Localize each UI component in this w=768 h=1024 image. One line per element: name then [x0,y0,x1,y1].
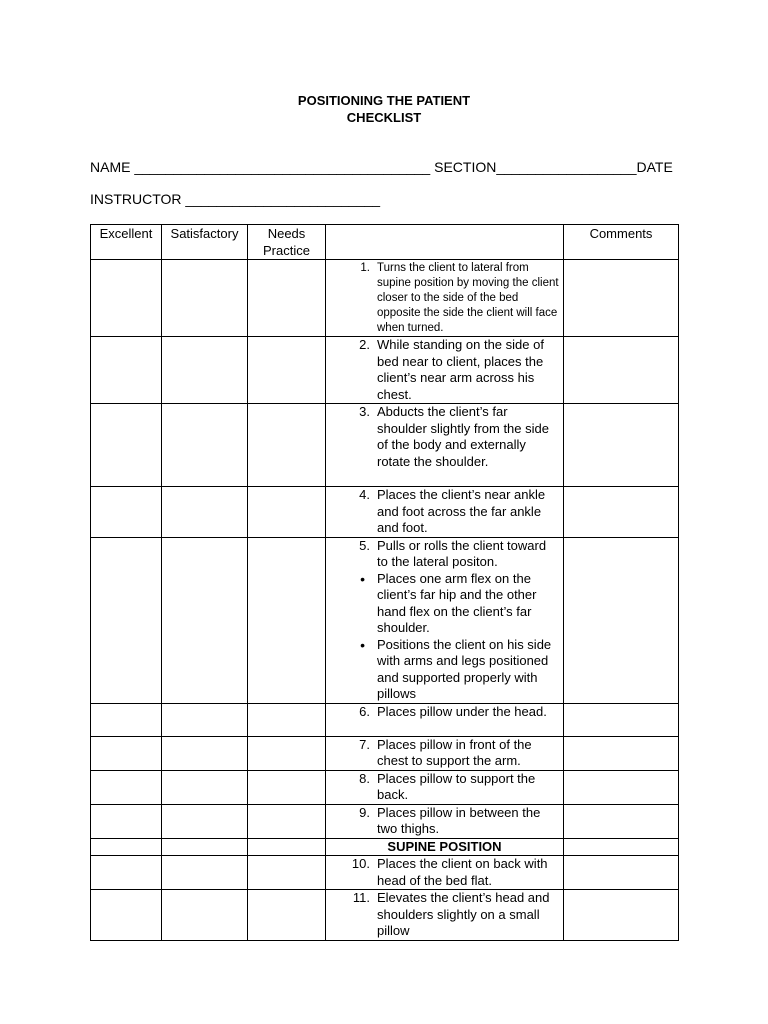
step-number: 1. [360,262,370,274]
page-title-line2: CHECKLIST [346,110,422,125]
needs-practice-cell[interactable] [248,804,326,838]
column-header-satisfactory: Satisfactory [162,225,248,260]
step-number: 3. [359,404,370,419]
comments-cell[interactable] [564,856,679,890]
step-text: Places the client on back with head of the bed flat. [377,856,548,888]
bullet-icon: • [360,636,365,653]
step-cell [326,804,564,838]
table-row [91,856,679,890]
column-header-step [326,225,564,260]
checklist-table [90,224,679,941]
needs-practice-cell[interactable] [248,736,326,770]
bullet-icon: • [360,570,365,587]
comments-cell[interactable] [564,404,679,487]
step-cell [326,890,564,941]
empty-cell [162,838,248,856]
satisfactory-cell[interactable] [162,404,248,487]
satisfactory-cell[interactable] [162,890,248,941]
column-header-needs-practice: Needs Practice [248,225,326,260]
table-row [91,770,679,804]
comments-cell[interactable] [564,260,679,337]
step-number: 4. [359,487,370,502]
satisfactory-cell[interactable] [162,736,248,770]
step-number: 10. [351,856,370,871]
step-number: 6. [359,703,370,719]
needs-practice-cell[interactable] [248,856,326,890]
step-text: Turns the client to lateral from supine position by moving the client closer to the side of the bed opposite the side the client will face when turned. [377,262,559,334]
satisfactory-cell[interactable] [162,260,248,337]
step-cell [326,487,564,538]
instructor-line: INSTRUCTOR _________________________ [90,191,381,207]
comments-cell[interactable] [564,890,679,941]
step-text: Abducts the client’s far shoulder slightly from the side of the body and externally rotate the shoulder. [377,404,549,469]
needs-practice-cell[interactable] [248,770,326,804]
table-row [91,404,679,487]
step-number: 5. [359,537,370,553]
needs-practice-cell[interactable] [248,404,326,487]
step-text: Elevates the client’s head and shoulders slightly on a small pillow [377,890,550,938]
table-header-row [91,225,679,260]
step-cell [326,537,564,703]
excellent-cell[interactable] [91,404,162,487]
step-text: Pulls or rolls the client toward to the lateral positon. [377,537,547,569]
name-section-date-line: NAME ______________________________________ SECTION__________________DATE [90,159,673,175]
satisfactory-cell[interactable] [162,770,248,804]
step-text: While standing on the side of bed near to client, places the client’s near arm across his chest. [377,337,544,402]
empty-cell [91,838,162,856]
step-cell [326,260,564,337]
satisfactory-cell[interactable] [162,487,248,538]
empty-cell [564,838,679,856]
step-number: 9. [359,804,370,820]
page-title-line1: POSITIONING THE PATIENT [297,93,471,108]
bullet-text: Places one arm flex on the client’s far hip and the other hand flex on the client’s far shoulder. [377,570,537,635]
table-row [91,703,679,736]
satisfactory-cell[interactable] [162,703,248,736]
needs-practice-cell[interactable] [248,537,326,703]
table-row [91,736,679,770]
excellent-cell[interactable] [91,487,162,538]
step-text: Places the client’s near ankle and foot across the far ankle and foot. [377,487,546,535]
column-header-excellent: Excellent [91,225,162,260]
needs-practice-cell[interactable] [248,337,326,404]
comments-cell[interactable] [564,337,679,404]
step-cell [326,404,564,487]
excellent-cell[interactable] [91,770,162,804]
step-text: Places pillow to support the back. [377,770,536,802]
column-header-comments: Comments [564,225,679,260]
step-text: Places pillow in front of the chest to support the arm. [377,736,532,768]
needs-practice-cell[interactable] [248,487,326,538]
table-row [91,890,679,941]
satisfactory-cell[interactable] [162,537,248,703]
needs-practice-cell[interactable] [248,703,326,736]
excellent-cell[interactable] [91,337,162,404]
step-text: Places pillow under the head. [377,703,547,719]
table-row [91,260,679,337]
step-cell [326,703,564,736]
excellent-cell[interactable] [91,703,162,736]
step-number: 11. [352,890,370,905]
step-cell [326,856,564,890]
step-cell [326,736,564,770]
section-heading-supine: SUPINE POSITION [326,838,564,856]
bullet-text: Positions the client on his side with arms and legs positioned and supported properly with pillows [377,636,552,701]
needs-practice-cell[interactable] [248,260,326,337]
excellent-cell[interactable] [91,856,162,890]
needs-practice-cell[interactable] [248,890,326,941]
excellent-cell[interactable] [91,736,162,770]
excellent-cell[interactable] [91,260,162,337]
table-row [91,487,679,538]
satisfactory-cell[interactable] [162,804,248,838]
excellent-cell[interactable] [91,537,162,703]
step-text: Places pillow in between the two thighs. [377,804,541,836]
section-row [91,838,679,856]
table-row [91,804,679,838]
excellent-cell[interactable] [91,804,162,838]
table-row [91,337,679,404]
step-cell [326,770,564,804]
step-number: 7. [359,736,370,752]
table-row [91,537,679,703]
empty-cell [248,838,326,856]
step-number: 2. [359,337,370,352]
step-number: 8. [359,770,370,786]
comments-cell[interactable] [564,770,679,804]
comments-cell[interactable] [564,703,679,736]
comments-cell[interactable] [564,736,679,770]
satisfactory-cell[interactable] [162,337,248,404]
excellent-cell[interactable] [91,890,162,941]
satisfactory-cell[interactable] [162,856,248,890]
comments-cell[interactable] [564,487,679,538]
comments-cell[interactable] [564,804,679,838]
comments-cell[interactable] [564,537,679,703]
step-cell [326,337,564,404]
